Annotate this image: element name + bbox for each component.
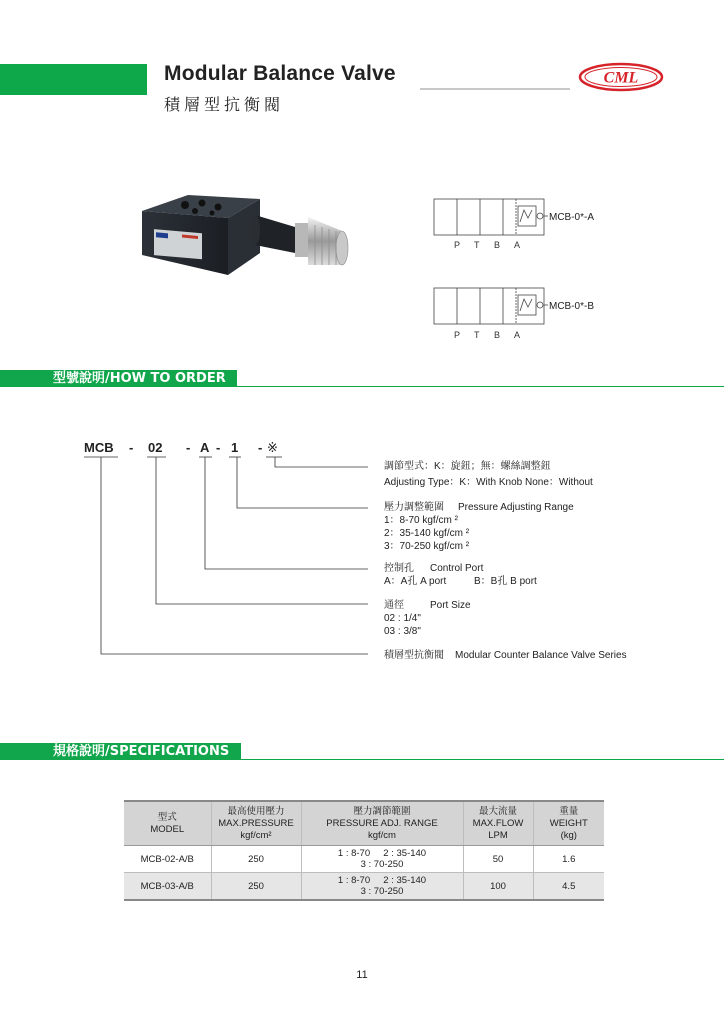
col-model-zh: 型式	[157, 811, 177, 823]
col-max-pressure-zh: 最高使用壓力	[227, 805, 285, 817]
pressure-range-zh: 壓力調整範圍	[384, 502, 444, 513]
col-max-pressure-unit: kgf/cm²	[240, 829, 272, 841]
col-weight	[533, 801, 604, 846]
col-max-pressure-en: MAX.PRESSURE	[218, 817, 294, 829]
row-pressure: 250	[211, 873, 301, 901]
symbol-a-port-b: B	[494, 240, 501, 250]
col-pressure-range-unit: kgf/cm	[368, 829, 396, 841]
table-header-row	[124, 801, 604, 846]
symbol-b-port-a: A	[514, 330, 521, 340]
logo-text: CML	[603, 69, 639, 87]
code-dash-3: -	[216, 440, 221, 455]
series-en: Modular Counter Balance Valve Series	[455, 650, 627, 661]
table-row	[124, 873, 604, 901]
col-max-pressure	[211, 801, 301, 846]
col-max-flow-en: MAX.FLOW	[472, 817, 524, 829]
row-flow: 50	[463, 846, 533, 873]
code-size: 02	[148, 440, 163, 455]
control-port-en: Control Port	[430, 563, 484, 574]
symbol-a-port-t: T	[474, 240, 480, 250]
specifications-heading-zh: 規格說明/	[53, 744, 110, 759]
page-title: Modular Balance Valve	[164, 62, 396, 85]
code-dash-1: -	[129, 440, 134, 455]
row-model: MCB-03-A/B	[124, 873, 211, 901]
code-option: ※	[267, 440, 278, 455]
port-size-03: 03 : 3/8"	[384, 626, 421, 637]
col-pressure-range-en: PRESSURE ADJ. RANGE	[326, 817, 438, 829]
col-pressure-range-zh: 壓力調節範圍	[353, 805, 411, 817]
row-range	[301, 873, 463, 901]
code-port: A	[200, 440, 210, 455]
row-range-line-1: 1 : 8-70 2 : 35-140	[337, 848, 427, 859]
how-to-order-heading-zh: 型號說明/	[53, 371, 110, 386]
col-pressure-range	[301, 801, 463, 846]
symbol-a-port-p: P	[454, 240, 461, 250]
specifications-table	[124, 800, 604, 901]
row-range-line-1: 1 : 8-70 2 : 35-140	[337, 875, 427, 886]
series-zh: 積層型抗衡閥	[384, 650, 444, 661]
row-range	[301, 846, 463, 873]
col-weight-unit: (kg)	[560, 829, 577, 841]
table-row	[124, 846, 604, 873]
pressure-range-1: 1：8-70 kgf/cm ²	[384, 515, 458, 526]
pressure-range-en: Pressure Adjusting Range	[458, 502, 574, 513]
row-range-line-2: 3 : 70-250	[360, 859, 404, 870]
code-series: MCB	[84, 440, 114, 455]
code-dash-2: -	[186, 440, 191, 455]
page-subtitle: 積層型抗衡閥	[164, 95, 285, 114]
port-size-en: Port Size	[430, 600, 471, 611]
port-size-zh: 通徑	[384, 600, 404, 611]
port-size-02: 02 : 1/4"	[384, 613, 421, 624]
specifications-heading-en: SPECIFICATIONS	[109, 744, 230, 759]
col-weight-zh: 重量	[559, 805, 579, 817]
code-dash-4: -	[258, 440, 263, 455]
symbol-b-port-b: B	[494, 330, 501, 340]
row-pressure: 250	[211, 846, 301, 873]
specifications-heading	[0, 743, 241, 760]
row-flow: 100	[463, 873, 533, 901]
adjusting-type-zh: 調節型式：K：旋鈕；無：螺絲調整鈕	[384, 461, 551, 472]
how-to-order-heading-en: HOW TO ORDER	[109, 371, 226, 386]
page-number: 11	[356, 969, 368, 981]
code-range: 1	[231, 440, 239, 455]
pressure-range-3: 3：70-250 kgf/cm ²	[384, 541, 470, 552]
symbol-a-port-a: A	[514, 240, 521, 250]
symbol-b-port-t: T	[474, 330, 480, 340]
control-port-zh: 控制孔	[384, 563, 414, 574]
symbol-b-label: MCB-0*-B	[549, 301, 595, 312]
col-model-en: MODEL	[150, 823, 185, 835]
symbol-b-port-p: P	[454, 330, 461, 340]
row-weight: 4.5	[533, 873, 604, 901]
control-port-b: B：B孔 B port	[474, 576, 537, 587]
col-model	[124, 801, 211, 846]
row-model: MCB-02-A/B	[124, 846, 211, 873]
row-range-line-2: 3 : 70-250	[360, 886, 404, 897]
col-max-flow	[463, 801, 533, 846]
symbol-a-label: MCB-0*-A	[549, 212, 595, 223]
adjusting-type-en: Adjusting Type：K：With Knob None：Without	[384, 477, 593, 488]
col-weight-en: WEIGHT	[549, 817, 588, 829]
pressure-range-2: 2：35-140 kgf/cm ²	[384, 528, 470, 539]
col-max-flow-unit: LPM	[488, 829, 508, 841]
col-max-flow-zh: 最大流量	[478, 805, 517, 817]
row-weight: 1.6	[533, 846, 604, 873]
control-port-a: A：A孔 A port	[384, 576, 447, 587]
